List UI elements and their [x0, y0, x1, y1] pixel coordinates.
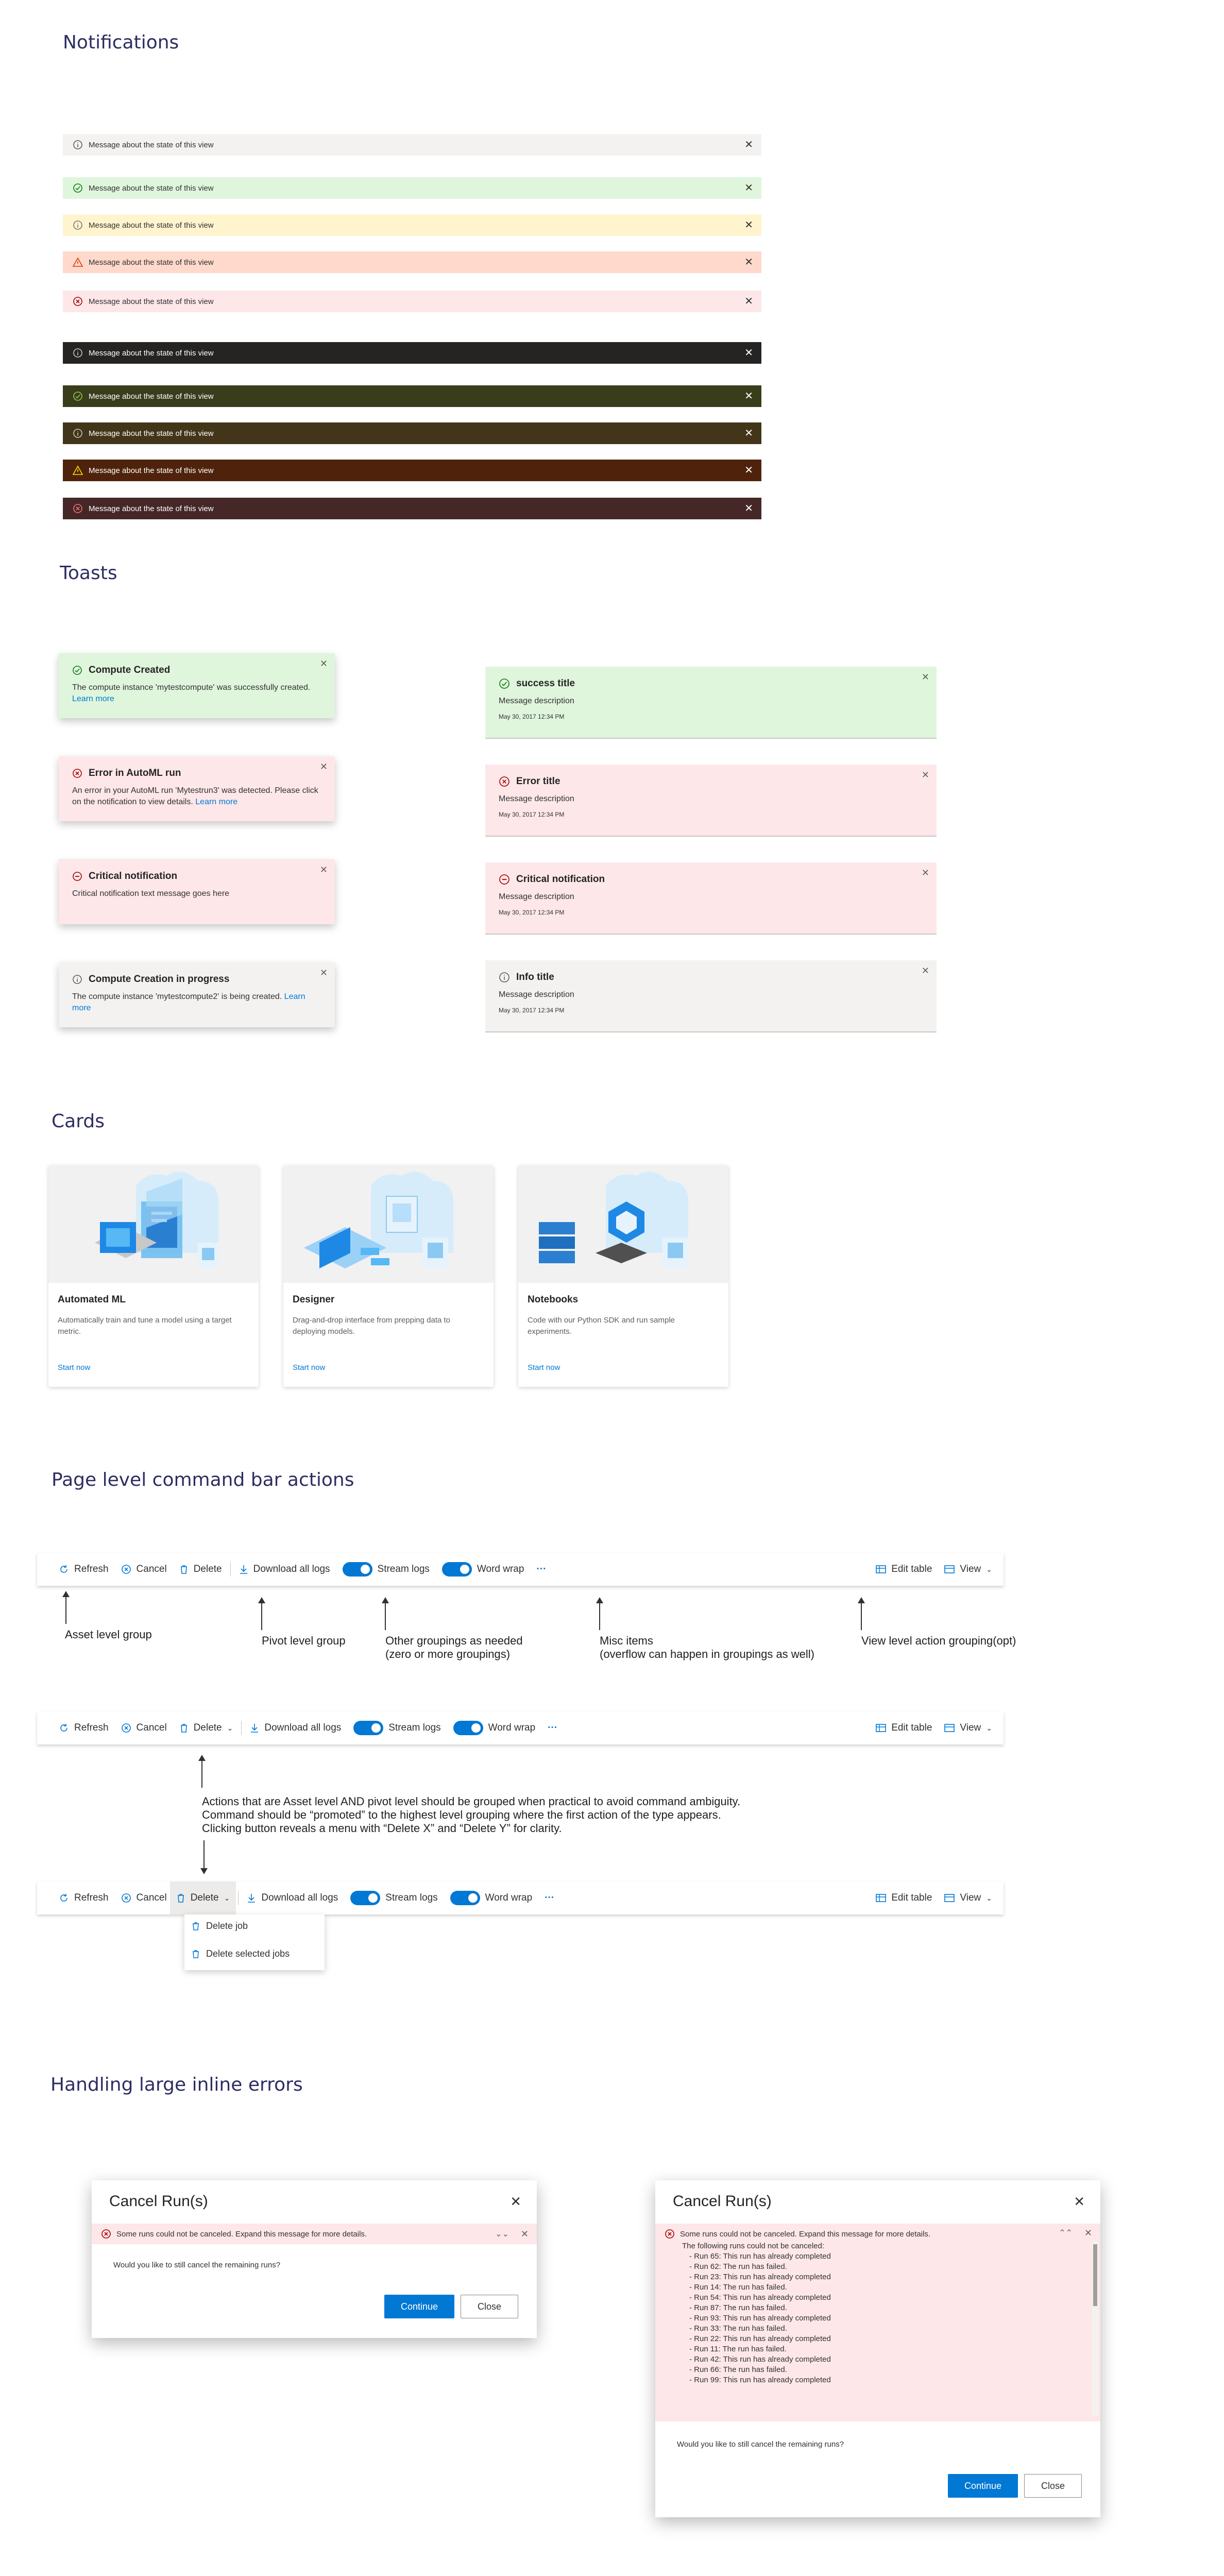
error-icon — [72, 503, 83, 514]
toggle-switch[interactable] — [353, 1721, 383, 1735]
annotation-arrow — [599, 1598, 600, 1630]
delete-label: Delete — [193, 1722, 222, 1733]
more-icon: ··· — [548, 1722, 558, 1733]
toggle-switch[interactable] — [450, 1891, 480, 1905]
download-icon — [250, 1723, 259, 1733]
close-icon[interactable]: ✕ — [744, 503, 753, 514]
notification-light-severe — [63, 251, 761, 273]
dialog-title: Cancel Run(s) — [673, 2193, 772, 2210]
toast-body-text: An error in your AutoML run 'Mytestrun3' was detected. Please click on the notification to view details. — [72, 786, 318, 806]
trash-icon — [192, 1922, 200, 1931]
download-all-logs-button[interactable] — [241, 1882, 344, 1914]
card-description: Drag-and-drop interface from prepping data to deploying models. — [293, 1316, 451, 1336]
failed-run-item: - Run 65: This run has already completed — [689, 2252, 831, 2261]
close-icon[interactable]: ✕ — [744, 257, 753, 268]
failed-run-item: - Run 42: This run has already completed — [689, 2355, 831, 2364]
toast-description: Message description — [499, 794, 574, 803]
toast-description: Message description — [499, 892, 574, 901]
close-button[interactable]: Close — [461, 2295, 518, 2318]
stream-logs-label: Stream logs — [388, 1722, 441, 1733]
stream-logs-label: Stream logs — [385, 1892, 438, 1903]
close-icon[interactable]: ✕ — [744, 391, 753, 402]
continue-button[interactable]: Continue — [384, 2295, 454, 2318]
annotation-arrow — [861, 1598, 862, 1630]
word-wrap-label: Word wrap — [485, 1892, 533, 1903]
toast-title — [499, 678, 924, 689]
trash-icon — [192, 1950, 200, 1959]
info-icon — [72, 139, 83, 150]
annotation-view-level: View level action grouping(opt) — [861, 1634, 1016, 1647]
cancel-button[interactable] — [115, 1711, 173, 1744]
toggle-switch[interactable] — [350, 1891, 380, 1905]
collapse-icon[interactable]: ⌃⌃ — [1059, 2229, 1073, 2238]
annotation-line: Command should be “promoted” to the highest level grouping where the first action of the type appears. — [202, 1808, 721, 1821]
delete-label: Delete — [190, 1892, 219, 1903]
close-icon[interactable]: ✕ — [510, 2194, 521, 2209]
error-details — [682, 2241, 831, 2385]
failed-run-item: - Run 11: The run has failed. — [689, 2345, 787, 2353]
delete-split-button[interactable] — [173, 1711, 240, 1744]
download-label: Download all logs — [264, 1722, 342, 1733]
cancel-label: Cancel — [136, 1892, 167, 1903]
toast-info[interactable] — [485, 960, 937, 1032]
annotation-arrow — [261, 1598, 262, 1630]
close-icon[interactable]: ✕ — [921, 868, 929, 878]
notification-text: Message about the state of this view — [89, 297, 214, 306]
card-description: Automatically train and tune a model using a target metric. — [58, 1316, 232, 1336]
toast-body-text: The compute instance 'mytestcompute' was successfully created. — [72, 683, 311, 692]
trash-icon — [179, 1723, 189, 1733]
divider — [241, 1721, 242, 1735]
cancel-icon — [121, 1893, 131, 1903]
annotation-other-groupings — [385, 1634, 523, 1661]
warning-icon — [72, 219, 83, 231]
notification-text: Message about the state of this view — [89, 466, 214, 475]
failed-run-item: - Run 54: This run has already completed — [689, 2293, 831, 2302]
annotation-line: (zero or more groupings) — [385, 1648, 511, 1660]
failed-run-item: - Run 14: The run has failed. — [689, 2283, 787, 2292]
critical-icon — [499, 874, 510, 885]
download-all-logs-button[interactable] — [233, 1553, 336, 1586]
more-button[interactable] — [541, 1711, 564, 1744]
edit-table-label: Edit table — [891, 1722, 932, 1733]
toast-description: Message description — [499, 697, 574, 705]
more-button[interactable] — [530, 1553, 552, 1586]
card-automated-ml[interactable] — [48, 1165, 259, 1387]
close-icon[interactable]: ✕ — [921, 965, 929, 976]
failed-runs-list — [682, 2251, 831, 2385]
section-title-cards: Cards — [52, 1111, 105, 1132]
toast-title-text: Error in AutoML run — [89, 768, 181, 778]
divider — [238, 1891, 239, 1905]
menu-item-label: Delete selected jobs — [206, 1948, 290, 1959]
toast-title — [72, 974, 322, 985]
cancel-icon — [121, 1723, 131, 1733]
toast-title-text: Critical notification — [516, 874, 605, 885]
cancel-label: Cancel — [136, 1564, 167, 1574]
toggle-switch[interactable] — [453, 1721, 483, 1735]
view-label: View — [960, 1892, 981, 1903]
toast-info[interactable] — [59, 962, 335, 1027]
edit-table-button[interactable] — [870, 1553, 938, 1586]
annotation-line: (overflow can happen in groupings as well) — [600, 1648, 815, 1660]
cancel-runs-dialog-expanded — [655, 2180, 1100, 2517]
chevron-down-icon: ⌄ — [224, 1893, 230, 1902]
close-icon[interactable]: ✕ — [744, 428, 753, 439]
notification-text: Message about the state of this view — [89, 258, 214, 267]
toast-body-text: Critical notification text message goes here — [72, 889, 230, 898]
cancel-runs-dialog-collapsed — [92, 2180, 537, 2338]
expand-icon[interactable]: ⌄⌄ — [495, 2230, 509, 2239]
error-icon — [72, 296, 83, 307]
trash-icon — [179, 1564, 189, 1574]
close-icon[interactable]: ✕ — [744, 296, 753, 307]
close-icon[interactable]: ✕ — [744, 465, 753, 476]
toast-timestamp: May 30, 2017 12:34 PM — [499, 1007, 565, 1014]
annotation-line: Other groupings as needed — [385, 1634, 523, 1647]
download-label: Download all logs — [261, 1892, 338, 1903]
view-button[interactable] — [938, 1711, 1004, 1744]
cancel-icon — [121, 1564, 131, 1574]
refresh-icon — [59, 1893, 69, 1903]
failed-run-item: - Run 99: This run has already completed — [689, 2376, 831, 2384]
delete-menu — [184, 1914, 325, 1970]
failed-run-item: - Run 33: The run has failed. — [689, 2324, 787, 2333]
toast-body — [72, 785, 322, 808]
cancel-label: Cancel — [136, 1722, 167, 1733]
failed-run-item: - Run 22: This run has already completed — [689, 2334, 831, 2343]
card-title: Designer — [293, 1294, 335, 1305]
close-icon[interactable]: ✕ — [921, 672, 929, 682]
dialog-title: Cancel Run(s) — [109, 2193, 208, 2210]
more-icon: ··· — [545, 1892, 555, 1903]
annotation-misc-items — [600, 1634, 814, 1661]
close-icon[interactable]: ✕ — [319, 968, 328, 978]
close-icon[interactable]: ✕ — [319, 865, 328, 875]
close-icon[interactable]: ✕ — [744, 219, 753, 231]
word-wrap-label: Word wrap — [477, 1564, 524, 1574]
section-title-inline-errors: Handling large inline errors — [50, 2074, 303, 2095]
toast-title — [499, 874, 924, 885]
cancel-button[interactable] — [115, 1882, 170, 1914]
refresh-icon — [59, 1723, 69, 1733]
download-icon — [247, 1893, 256, 1903]
card-title: Notebooks — [528, 1294, 579, 1305]
toast-timestamp: May 30, 2017 12:34 PM — [499, 811, 565, 818]
toast-title-text: Error title — [516, 776, 560, 787]
word-wrap-label: Word wrap — [488, 1722, 536, 1733]
annotation-line: Clicking button reveals a menu with “Delete X” and “Delete Y” for clarity. — [202, 1822, 562, 1835]
command-bar-3 — [37, 1882, 1004, 1914]
failed-run-item: - Run 23: This run has already completed — [689, 2273, 831, 2281]
toast-title-text: Compute Created — [89, 665, 171, 675]
dialog-question: Would you like to still cancel the remaining runs? — [677, 2440, 844, 2449]
chevron-down-icon: ⌄ — [227, 1723, 233, 1732]
toast-error[interactable] — [485, 765, 937, 837]
toast-success[interactable] — [485, 667, 937, 739]
close-icon[interactable]: ✕ — [744, 139, 753, 150]
toast-timestamp: May 30, 2017 12:34 PM — [499, 713, 565, 720]
learn-more-link[interactable]: Learn more — [72, 992, 305, 1012]
toast-error[interactable] — [59, 756, 335, 821]
view-icon — [944, 1565, 955, 1574]
chevron-down-icon: ⌄ — [986, 1893, 992, 1902]
refresh-label: Refresh — [74, 1564, 109, 1574]
notification-light-success — [63, 177, 761, 199]
notification-text: Message about the state of this view — [89, 221, 214, 230]
chevron-down-icon: ⌄ — [986, 1723, 992, 1732]
failed-run-item: - Run 66: The run has failed. — [689, 2365, 787, 2374]
command-bar-2 — [37, 1711, 1004, 1744]
delete-split-button[interactable] — [170, 1882, 236, 1914]
error-icon — [665, 2229, 675, 2239]
section-title-toasts: Toasts — [60, 563, 117, 584]
menu-item-delete-job[interactable] — [192, 1921, 248, 1931]
critical-icon — [72, 871, 82, 882]
chevron-down-icon: ⌄ — [986, 1565, 992, 1573]
close-icon[interactable]: ✕ — [319, 658, 328, 669]
toast-success[interactable] — [59, 653, 335, 718]
error-message-bar — [92, 2224, 537, 2244]
annotation-line: Misc items — [600, 1634, 653, 1647]
annotation-pivot-level: Pivot level group — [262, 1634, 346, 1647]
error-details-header: The following runs could not be canceled: — [682, 2242, 825, 2250]
stream-logs-toggle[interactable] — [336, 1553, 436, 1586]
notification-dark-error — [63, 498, 761, 519]
command-bar-1 — [37, 1553, 1004, 1586]
table-icon — [876, 1893, 886, 1903]
notification-dark-warning — [63, 422, 761, 444]
notification-text: Message about the state of this view — [89, 429, 214, 438]
toast-critical[interactable] — [59, 859, 335, 924]
error-icon — [499, 776, 510, 787]
view-label: View — [960, 1722, 981, 1733]
view-icon — [944, 1893, 955, 1903]
refresh-button[interactable] — [37, 1553, 115, 1586]
download-all-logs-button[interactable] — [244, 1711, 347, 1744]
toast-title-text: Compute Creation in progress — [89, 974, 230, 985]
info-icon — [72, 974, 82, 985]
learn-more-link[interactable]: Learn more — [195, 798, 238, 806]
close-icon[interactable]: ✕ — [319, 761, 328, 772]
close-icon[interactable]: ✕ — [1074, 2194, 1085, 2209]
card-image — [283, 1165, 494, 1283]
notification-text: Message about the state of this view — [89, 140, 214, 149]
success-icon — [72, 182, 83, 194]
table-icon — [876, 1723, 886, 1733]
toast-title — [499, 776, 924, 787]
notification-light-info — [63, 134, 761, 156]
view-icon — [944, 1723, 955, 1733]
failed-run-item: - Run 87: The run has failed. — [689, 2303, 787, 2312]
severe-icon — [72, 257, 83, 268]
annotation-grouping-note — [202, 1795, 740, 1835]
toast-body — [72, 682, 322, 705]
annotation-arrow — [201, 1756, 202, 1788]
start-now-link[interactable]: Start now — [293, 1363, 326, 1372]
card-title: Automated ML — [58, 1294, 126, 1305]
start-now-link[interactable]: Start now — [528, 1363, 560, 1372]
error-message-bar — [655, 2224, 1100, 2421]
start-now-link[interactable]: Start now — [58, 1363, 91, 1372]
refresh-button[interactable] — [37, 1711, 115, 1744]
error-text: Some runs could not be canceled. Expand this message for more details. — [116, 2229, 367, 2239]
toast-title — [72, 665, 322, 676]
dialog-question: Would you like to still cancel the remaining runs? — [113, 2261, 281, 2269]
close-button[interactable]: Close — [1024, 2474, 1082, 2498]
toast-body — [72, 888, 322, 900]
error-text: Some runs could not be canceled. Expand this message for more details. — [680, 2229, 931, 2239]
error-icon — [101, 2229, 111, 2239]
annotation-line: Actions that are Asset level AND pivot level should be grouped when practical to avoid command ambiguity. — [202, 1795, 741, 1808]
toggle-switch[interactable] — [343, 1562, 372, 1577]
close-icon[interactable]: ✕ — [520, 2228, 529, 2239]
notification-text: Message about the state of this view — [89, 392, 214, 401]
toast-body — [72, 991, 322, 1014]
stream-logs-toggle[interactable] — [344, 1882, 444, 1914]
close-icon[interactable]: ✕ — [744, 182, 753, 194]
refresh-button[interactable] — [37, 1882, 115, 1914]
error-icon — [72, 768, 82, 778]
card-notebooks[interactable] — [518, 1165, 728, 1387]
toast-title-text: Critical notification — [89, 871, 178, 882]
annotation-asset-level: Asset level group — [65, 1628, 152, 1641]
edit-table-label: Edit table — [891, 1564, 932, 1574]
scrollbar[interactable] — [1092, 2241, 1098, 2416]
more-icon: ··· — [536, 1564, 547, 1574]
notification-dark-info — [63, 342, 761, 364]
view-button[interactable] — [938, 1553, 1004, 1586]
menu-item-delete-selected-jobs[interactable] — [192, 1948, 290, 1959]
notification-text: Message about the state of this view — [89, 183, 214, 193]
continue-button[interactable]: Continue — [948, 2474, 1018, 2498]
close-icon[interactable]: ✕ — [1084, 2228, 1092, 2238]
divider — [230, 1562, 231, 1577]
toast-body-text: The compute instance 'mytestcompute2' is being created. — [72, 992, 282, 1001]
toast-title-text: Info title — [516, 972, 554, 982]
success-icon — [499, 678, 510, 689]
word-wrap-toggle[interactable] — [436, 1553, 531, 1586]
annotation-arrow — [65, 1592, 66, 1624]
card-image — [518, 1165, 728, 1283]
toast-title — [72, 768, 322, 779]
section-title-notifications: Notifications — [63, 32, 179, 53]
annotation-arrow — [385, 1598, 386, 1630]
failed-run-item: - Run 62: The run has failed. — [689, 2262, 787, 2271]
toast-title — [499, 972, 924, 983]
warning-icon — [72, 428, 83, 439]
edit-table-button[interactable] — [870, 1711, 938, 1744]
section-title-command-bar: Page level command bar actions — [52, 1469, 354, 1490]
word-wrap-toggle[interactable] — [447, 1711, 542, 1744]
card-image — [48, 1165, 259, 1283]
stream-logs-toggle[interactable] — [347, 1711, 447, 1744]
close-icon[interactable]: ✕ — [921, 770, 929, 780]
menu-item-label: Delete job — [206, 1921, 248, 1931]
toast-description: Message description — [499, 990, 574, 999]
notification-text: Message about the state of this view — [89, 504, 214, 513]
success-icon — [72, 391, 83, 402]
annotation-arrow — [203, 1840, 205, 1873]
cancel-button[interactable] — [115, 1553, 173, 1586]
view-label: View — [960, 1564, 981, 1574]
table-icon — [876, 1565, 886, 1574]
toast-title-text: success title — [516, 678, 575, 689]
notification-text: Message about the state of this view — [89, 348, 214, 358]
notification-light-warning — [63, 214, 761, 236]
close-icon[interactable]: ✕ — [744, 347, 753, 359]
refresh-icon — [59, 1564, 69, 1574]
info-icon — [499, 972, 510, 983]
notification-dark-severe — [63, 460, 761, 481]
refresh-label: Refresh — [74, 1722, 109, 1733]
info-icon — [72, 347, 83, 359]
card-designer[interactable] — [283, 1165, 494, 1387]
success-icon — [72, 665, 82, 675]
view-button[interactable] — [938, 1882, 1004, 1914]
stream-logs-label: Stream logs — [377, 1564, 430, 1574]
trash-icon — [176, 1893, 185, 1903]
more-button[interactable] — [538, 1882, 560, 1914]
download-label: Download all logs — [253, 1564, 330, 1574]
card-description: Code with our Python SDK and run sample experiments. — [528, 1316, 675, 1336]
delete-button[interactable] — [173, 1553, 228, 1586]
toast-title — [72, 871, 322, 882]
severe-icon — [72, 465, 83, 476]
notification-light-error — [63, 291, 761, 312]
failed-run-item: - Run 93: This run has already completed — [689, 2314, 831, 2323]
toast-timestamp: May 30, 2017 12:34 PM — [499, 909, 565, 916]
delete-label: Delete — [193, 1564, 222, 1574]
learn-more-link[interactable]: Learn more — [72, 694, 114, 703]
word-wrap-toggle[interactable] — [444, 1882, 539, 1914]
notification-dark-success — [63, 385, 761, 407]
refresh-label: Refresh — [74, 1892, 109, 1903]
toast-critical[interactable] — [485, 862, 937, 935]
scrollbar-thumb[interactable] — [1093, 2244, 1097, 2306]
edit-table-label: Edit table — [891, 1892, 932, 1903]
edit-table-button[interactable] — [870, 1882, 938, 1914]
download-icon — [239, 1564, 248, 1574]
toggle-switch[interactable] — [442, 1562, 472, 1577]
